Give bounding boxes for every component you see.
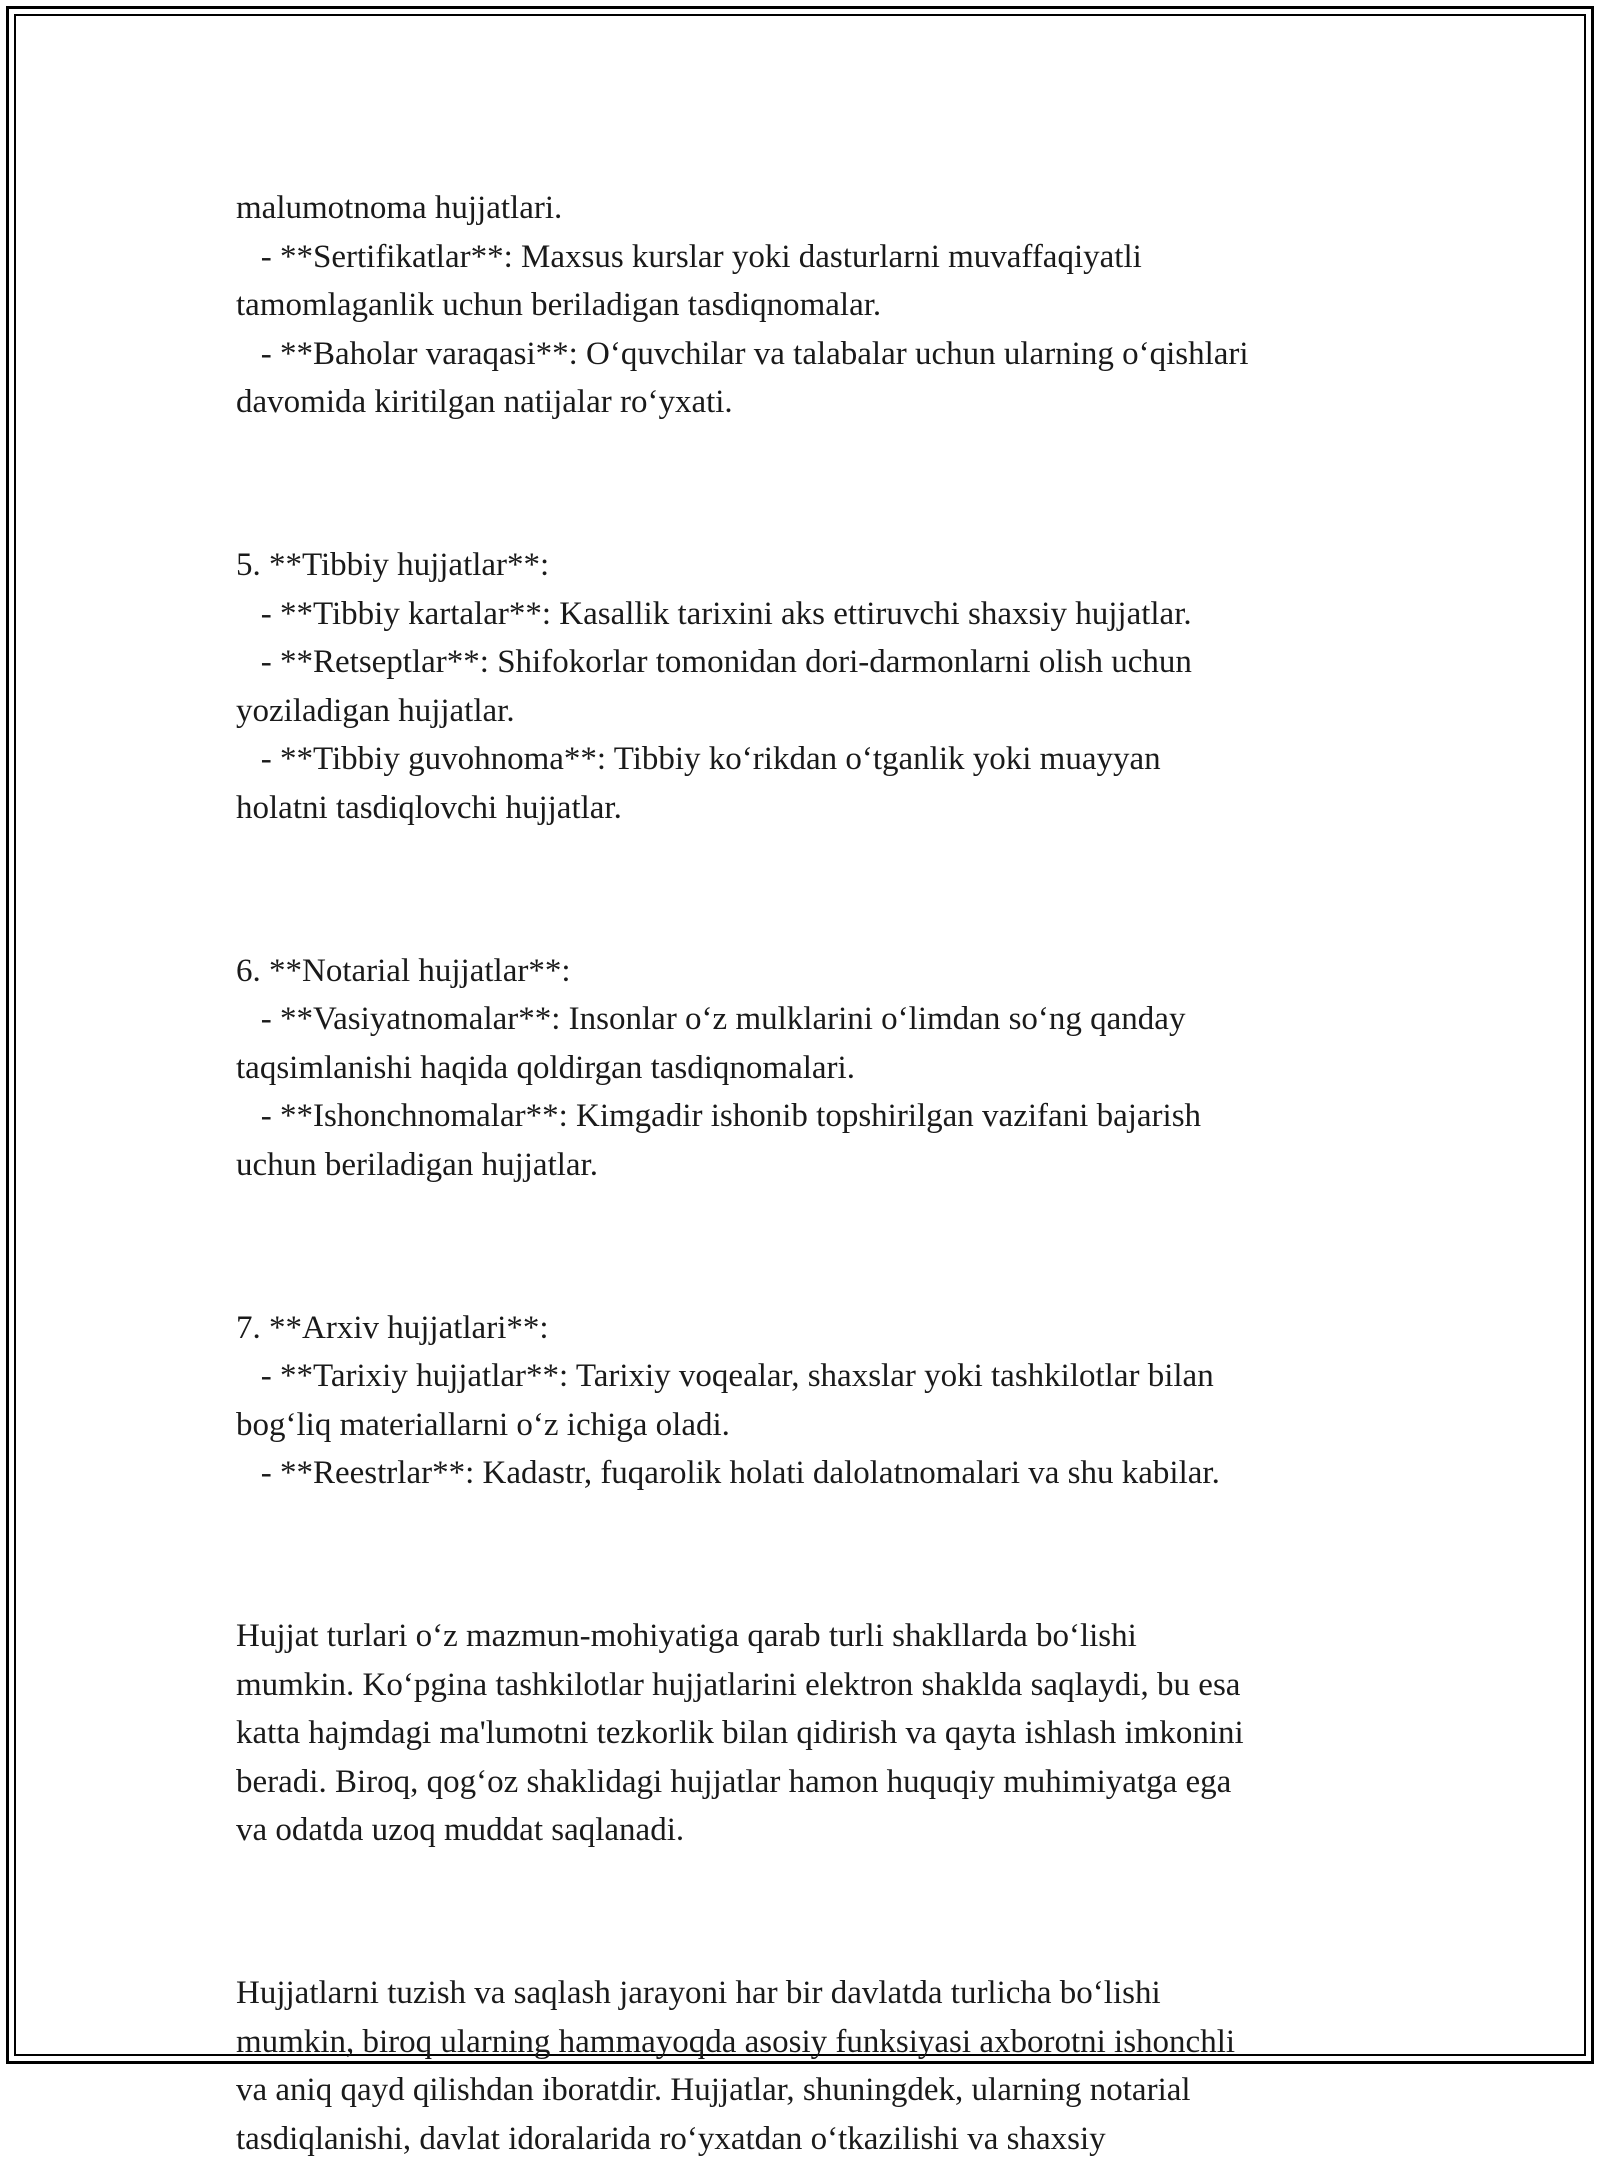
text-line: uchun beriladigan hujjatlar. [236, 1141, 1376, 1190]
blank-line [236, 1222, 1376, 1271]
text-line: - **Tibbiy guvohnoma**: Tibbiy ko‘rikdan o‘tganlik yoki muayyan [236, 735, 1376, 784]
text-line: - **Tibbiy kartalar**: Kasallik tarixini aks ettiruvchi shaxsiy hujjatlar. [236, 590, 1376, 639]
text-line: taqsimlanishi haqida qoldirgan tasdiqnomalari. [236, 1044, 1376, 1093]
text-line: mumkin. Ko‘pgina tashkilotlar hujjatlarini elektron shaklda saqlaydi, bu esa [236, 1661, 1376, 1710]
text-line: va aniq qayd qilishdan iboratdir. Hujjatlar, shuningdek, ularning notarial [236, 2066, 1376, 2115]
text-line: holatni tasdiqlovchi hujjatlar. [236, 784, 1376, 833]
text-line: 7. **Arxiv hujjatlari**: [236, 1304, 1376, 1353]
text-line: beradi. Biroq, qog‘oz shaklidagi hujjatlar hamon huquqiy muhimiyatga ega [236, 1758, 1376, 1807]
text-line: tamomlaganlik uchun beriladigan tasdiqnomalar. [236, 281, 1376, 330]
blank-line [236, 865, 1376, 914]
text-line: mumkin, biroq ularning hammayoqda asosiy funksiyasi axborotni ishonchli [236, 2018, 1376, 2067]
text-line: 5. **Tibbiy hujjatlar**: [236, 541, 1376, 590]
text-line: - **Vasiyatnomalar**: Insonlar o‘z mulklarini o‘limdan so‘ng qanday [236, 995, 1376, 1044]
text-line: malumotnoma hujjatlari. [236, 184, 1376, 233]
text-line: katta hajmdagi ma'lumotni tezkorlik bilan qidirish va qayta ishlash imkonini [236, 1709, 1376, 1758]
text-line: - **Retseptlar**: Shifokorlar tomonidan dori-darmonlarni olish uchun [236, 638, 1376, 687]
text-line: davomida kiritilgan natijalar ro‘yxati. [236, 378, 1376, 427]
text-line: va odatda uzoq muddat saqlanadi. [236, 1806, 1376, 1855]
text-line: bog‘liq materiallarni o‘z ichiga oladi. [236, 1401, 1376, 1450]
blank-line [236, 1888, 1376, 1937]
text-line: - **Tarixiy hujjatlar**: Tarixiy voqealar, shaxslar yoki tashkilotlar bilan [236, 1352, 1376, 1401]
text-line: tasdiqlanishi, davlat idoralarida ro‘yxatdan o‘tkazilishi va shaxsiy [236, 2115, 1376, 2163]
text-line: yoziladigan hujjatlar. [236, 687, 1376, 736]
text-line: - **Sertifikatlar**: Maxsus kurslar yoki dasturlarni muvaffaqiyatli [236, 233, 1376, 282]
blank-line [236, 460, 1376, 509]
text-line: - **Ishonchnomalar**: Kimgadir ishonib topshirilgan vazifani bajarish [236, 1092, 1376, 1141]
document-body [236, 184, 1376, 2163]
text-line: 6. **Notarial hujjatlar**: [236, 947, 1376, 996]
text-line: - **Baholar varaqasi**: O‘quvchilar va talabalar uchun ularning o‘qishlari [236, 330, 1376, 379]
text-line: Hujjatlarni tuzish va saqlash jarayoni har bir davlatda turlicha bo‘lishi [236, 1969, 1376, 2018]
text-line: - **Reestrlar**: Kadastr, fuqarolik holati dalolatnomalari va shu kabilar. [236, 1449, 1376, 1498]
blank-line [236, 1531, 1376, 1580]
text-line: Hujjat turlari o‘z mazmun-mohiyatiga qarab turli shakllarda bo‘lishi [236, 1612, 1376, 1661]
